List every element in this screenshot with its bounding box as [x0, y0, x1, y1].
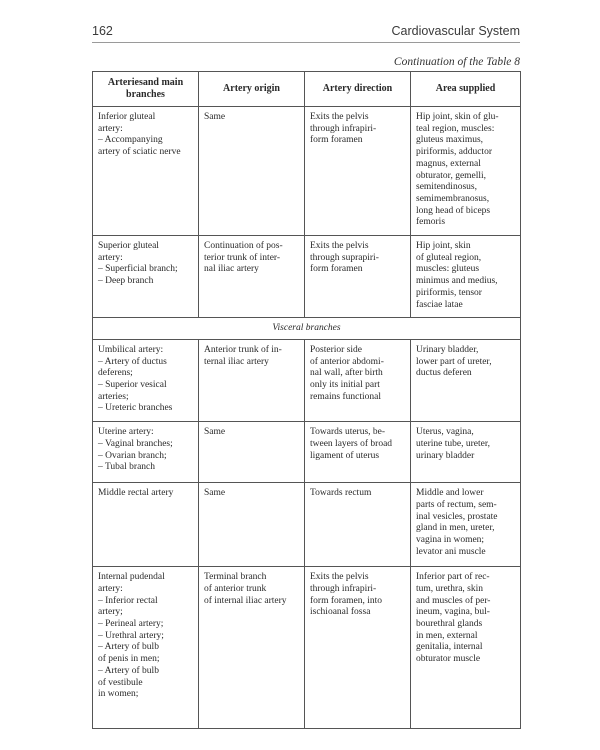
- cell-line: vagina in women;: [416, 534, 485, 545]
- cell-line: Urinary bladder,: [416, 344, 479, 355]
- cell-line: ternal iliac artery: [204, 356, 269, 367]
- cell-arteries: [93, 422, 199, 483]
- cell-line: fasciae latae: [416, 299, 463, 310]
- cell-line: Superior gluteal: [98, 241, 159, 252]
- cell-line: tum, urethra, skin: [416, 583, 484, 594]
- cell-arteries: [93, 339, 199, 421]
- cell-line: of vestibule: [98, 677, 143, 688]
- cell-line: Exits the pelvis: [310, 241, 369, 252]
- cell-line: Hip joint, skin of glu-: [416, 112, 499, 122]
- cell-line: Inferior part of rec-: [416, 572, 490, 583]
- cell-line: – Ovarian branch;: [98, 450, 167, 461]
- cell-line: nal iliac artery: [204, 264, 259, 275]
- cell-line: Exits the pelvis: [310, 112, 369, 122]
- cell-line: Same: [204, 427, 226, 438]
- cell-line: obturator, gemelli,: [416, 170, 487, 181]
- cell-line: semimembranosus,: [416, 193, 490, 204]
- cell-line: – Ureteric branches: [98, 403, 173, 414]
- cell-arteries: [93, 567, 199, 729]
- table-row-internal-pudendal: [93, 567, 521, 729]
- cell-line: of gluteal region,: [416, 252, 482, 263]
- cell-line: of anterior trunk: [204, 583, 267, 594]
- cell-line: – Vaginal branches;: [98, 438, 173, 449]
- cell-direction: [305, 339, 411, 421]
- table-row-inferior-gluteal: [93, 107, 521, 236]
- cell-origin: [199, 339, 305, 421]
- cell-line: in men, external: [416, 630, 478, 641]
- cell-line: piriformis, adductor: [416, 147, 492, 158]
- cell-line: Uterine artery:: [98, 427, 154, 438]
- col-header-artery-origin: Artery origin: [199, 72, 305, 107]
- cell-line: of internal iliac artery: [204, 595, 287, 606]
- cell-line: genitalia, internal: [416, 642, 483, 653]
- cell-line: Middle and lower: [416, 488, 484, 499]
- cell-line: artery of sciatic nerve: [98, 147, 181, 158]
- cell-line: Anterior trunk of in-: [204, 344, 282, 355]
- cell-line: and muscles of per-: [416, 595, 491, 606]
- cell-line: through infrapiri-: [310, 123, 377, 134]
- col-header-area-supplied: Area supplied: [411, 72, 521, 107]
- cell-line: Middle rectal artery: [98, 488, 174, 499]
- cell-line: urinary bladder: [416, 450, 475, 461]
- cell-line: – Tubal branch: [98, 462, 155, 473]
- cell-line: Towards uterus, be-: [310, 427, 386, 438]
- cell-line: minimus and medius,: [416, 276, 498, 287]
- cell-line: – Urethral artery;: [98, 630, 164, 641]
- cell-line: artery:: [98, 583, 123, 594]
- cell-line: Hip joint, skin: [416, 241, 471, 252]
- cell-direction: [305, 422, 411, 483]
- cell-line: ineum, vagina, bul-: [416, 607, 490, 618]
- cell-line: artery;: [98, 607, 123, 618]
- cell-line: Same: [204, 112, 226, 122]
- cell-line: form foramen: [310, 264, 363, 275]
- cell-arteries: [93, 107, 199, 236]
- table-caption: Continuation of the Table 8: [393, 56, 520, 68]
- col-header-arteries: Arteriesand main branches: [93, 72, 199, 107]
- cell-line: terior trunk of inter-: [204, 252, 281, 263]
- cell-line: tween layers of broad: [310, 438, 393, 449]
- cell-line: remains functional: [310, 391, 381, 402]
- cell-line: magnus, external: [416, 158, 481, 169]
- cell-line: Continuation of pos-: [204, 241, 283, 252]
- table-row-uterine: [93, 422, 521, 483]
- cell-line: nal wall, after birth: [310, 368, 383, 379]
- cell-origin: [199, 567, 305, 729]
- arteries-table: [92, 71, 521, 729]
- cell-line: – Artery of bulb: [98, 665, 159, 676]
- cell-line: – Perineal artery;: [98, 618, 164, 629]
- cell-line: – Superior vesical: [98, 380, 167, 391]
- cell-line: Posterior side: [310, 344, 362, 355]
- cell-line: only its initial part: [310, 380, 380, 391]
- cell-line: – Superficial branch;: [98, 264, 178, 275]
- cell-line: long head of biceps: [416, 205, 491, 216]
- cell-line: artery:: [98, 123, 123, 134]
- cell-line: Terminal branch: [204, 572, 267, 583]
- cell-line: through suprapiri-: [310, 252, 379, 263]
- cell-arteries: [93, 483, 199, 567]
- cell-line: parts of rectum, sem-: [416, 499, 497, 510]
- cell-line: – Artery of ductus: [98, 356, 167, 367]
- cell-line: teal region, muscles:: [416, 123, 495, 134]
- cell-area: [411, 567, 521, 729]
- cell-line: Exits the pelvis: [310, 572, 369, 583]
- section-row-visceral: [93, 318, 521, 340]
- cell-line: Inferior gluteal: [98, 112, 156, 122]
- cell-line: form foramen: [310, 135, 363, 146]
- cell-line: inal vesicles, prostate: [416, 511, 498, 522]
- page-header: [92, 24, 520, 43]
- cell-line: semitendinosus,: [416, 182, 477, 193]
- table-row-middle-rectal: [93, 483, 521, 567]
- table-row-superior-gluteal: [93, 236, 521, 318]
- cell-line: Towards rectum: [310, 488, 372, 499]
- cell-line: ductus deferen: [416, 368, 472, 379]
- cell-line: form foramen, into: [310, 595, 383, 606]
- cell-line: – Deep branch: [98, 276, 154, 287]
- cell-line: obturator muscle: [416, 654, 481, 665]
- cell-origin: [199, 422, 305, 483]
- cell-line: levator ani muscle: [416, 546, 486, 557]
- cell-line: ischioanal fossa: [310, 607, 371, 618]
- cell-line: – Accompanying: [98, 135, 163, 146]
- cell-line: gluteus maximus,: [416, 135, 484, 146]
- cell-direction: [305, 107, 411, 236]
- cell-line: Internal pudendal: [98, 572, 165, 583]
- cell-line: deferens;: [98, 368, 133, 379]
- cell-line: artery:: [98, 252, 123, 263]
- cell-line: arteries;: [98, 391, 129, 402]
- running-title: Cardiovascular System: [391, 24, 520, 38]
- col-header-artery-direction: Artery direction: [305, 72, 411, 107]
- cell-line: of penis in men;: [98, 654, 160, 665]
- cell-line: of anterior abdomi-: [310, 356, 384, 367]
- section-heading: Visceral branches: [93, 318, 521, 340]
- cell-direction: [305, 483, 411, 567]
- cell-direction: [305, 236, 411, 318]
- cell-origin: [199, 107, 305, 236]
- table-header-row: [93, 72, 521, 107]
- cell-origin: [199, 483, 305, 567]
- cell-line: lower part of ureter,: [416, 356, 492, 367]
- cell-area: [411, 107, 521, 236]
- cell-line: Same: [204, 488, 226, 499]
- cell-line: piriformis, tensor: [416, 287, 482, 298]
- cell-line: femoris: [416, 217, 446, 228]
- cell-line: – Inferior rectal: [98, 595, 158, 606]
- cell-arteries: [93, 236, 199, 318]
- cell-line: muscles: gluteus: [416, 264, 480, 275]
- cell-line: uterine tube, ureter,: [416, 438, 491, 449]
- cell-line: bourethral glands: [416, 618, 483, 629]
- cell-area: [411, 422, 521, 483]
- cell-line: in women;: [98, 689, 139, 700]
- cell-area: [411, 483, 521, 567]
- table-row-umbilical: [93, 339, 521, 421]
- cell-line: Uterus, vagina,: [416, 427, 474, 438]
- cell-origin: [199, 236, 305, 318]
- cell-area: [411, 339, 521, 421]
- cell-area: [411, 236, 521, 318]
- cell-line: – Artery of bulb: [98, 642, 159, 653]
- cell-line: gland in men, ureter,: [416, 523, 495, 534]
- cell-direction: [305, 567, 411, 729]
- cell-line: through infrapiri-: [310, 583, 377, 594]
- page-number: 162: [92, 24, 113, 38]
- cell-line: Umbilical artery:: [98, 344, 164, 355]
- cell-line: ligament of uterus: [310, 450, 380, 461]
